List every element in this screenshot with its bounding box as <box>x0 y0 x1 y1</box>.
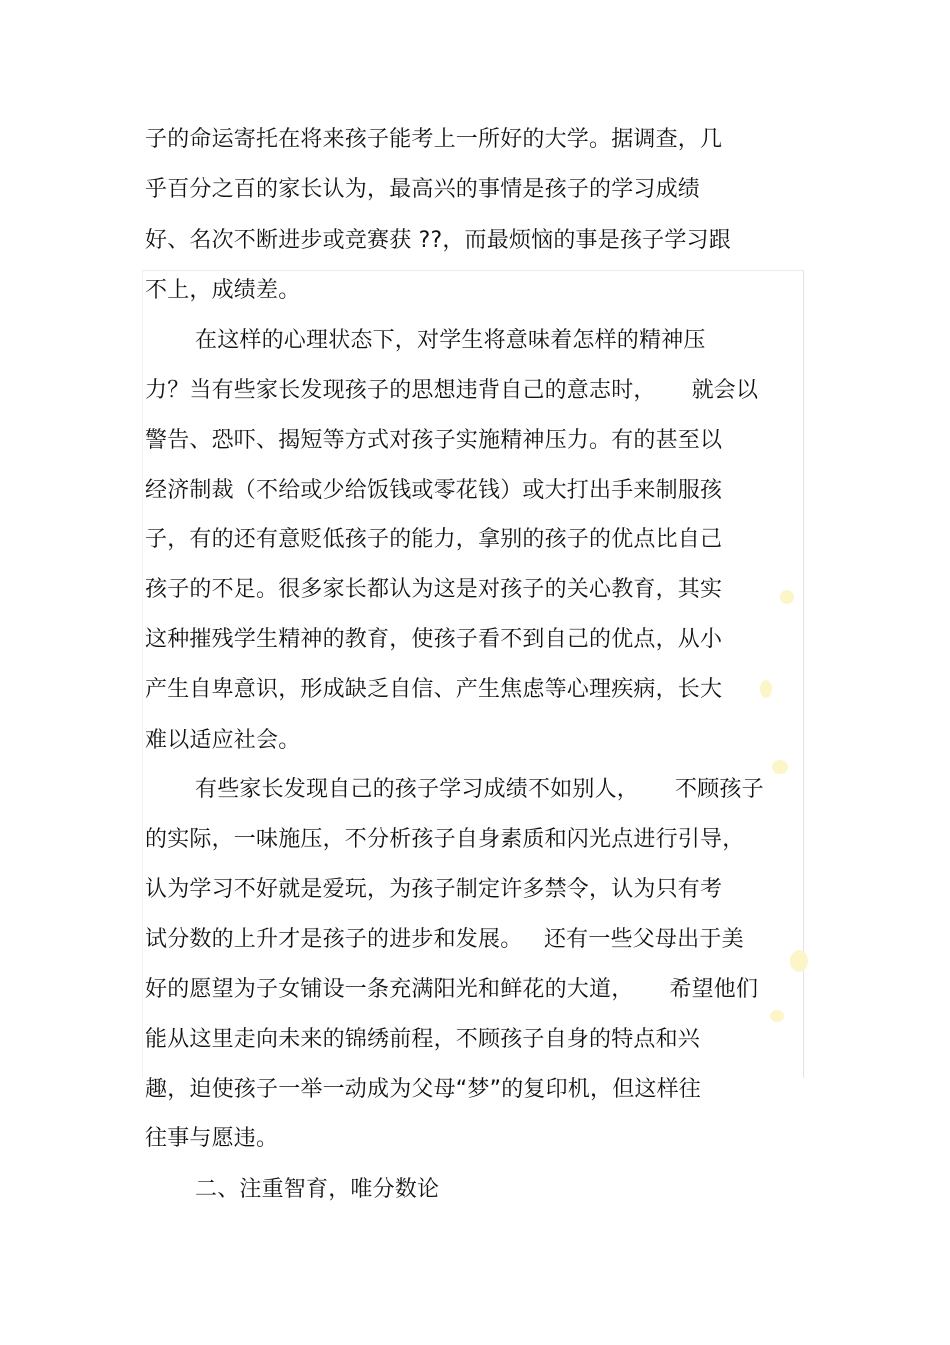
paragraph-line: 好的愿望为子女铺设一条充满阳光和鲜花的大道， 希望他们 <box>145 977 759 1002</box>
paragraph-line: 警告、恐吓、揭短等方式对孩子实施精神压力。有的甚至以 <box>145 428 723 453</box>
paragraph-line: 在这样的心理状态下，对学生将意味着怎样的精神压 <box>195 328 706 353</box>
paragraph-line: 趣，迫使孩子一举一动成为父母“梦”的复印机，但这样往 <box>145 1077 701 1102</box>
paragraph-line: 孩子的不足。很多家长都认为这是对孩子的关心教育，其实 <box>145 577 723 602</box>
scan-speck <box>780 590 794 604</box>
paragraph-line: 往事与愿违。 <box>145 1126 279 1151</box>
paragraph-line: 不上，成绩差。 <box>145 278 301 303</box>
paragraph-line: 认为学习不好就是爱玩，为孩子制定许多禁令，认为只有考 <box>145 877 723 902</box>
paragraph-line: 难以适应社会。 <box>145 728 301 753</box>
paragraph-line: 子的命运寄托在将来孩子能考上一所好的大学。据调查，几 <box>145 127 723 152</box>
scan-speck <box>770 1010 784 1022</box>
paragraph-line: 好、名次不断进步或竞赛获 ??，而最烦恼的事是孩子学习跟 <box>145 228 731 253</box>
paragraph-line: 产生自卑意识，形成缺乏自信、产生焦虑等心理疾病，长大 <box>145 677 723 702</box>
scan-speck <box>760 680 772 698</box>
paragraph-line: 子，有的还有意贬低孩子的能力，拿别的孩子的优点比自己 <box>145 527 723 552</box>
paragraph-line: 乎百分之百的家长认为，最高兴的事情是孩子的学习成绩 <box>145 177 701 202</box>
paragraph-line: 力？当有些家长发现孩子的思想违背自己的意志时， 就会以 <box>145 378 759 403</box>
paragraph-line: 经济制裁（不给或少给饭钱或零花钱）或大打出手来制服孩 <box>145 478 723 503</box>
section-heading: 二、注重智育，唯分数论 <box>195 1177 440 1202</box>
scan-speck <box>790 950 808 972</box>
scan-speck <box>772 760 788 774</box>
paragraph-line: 的实际，一味施压，不分析孩子自身素质和闪光点进行引导， <box>145 827 745 852</box>
paragraph-line: 能从这里走向未来的锦绣前程，不顾孩子自身的特点和兴 <box>145 1027 701 1052</box>
paragraph-line: 试分数的上升才是孩子的进步和发展。 还有一些父母出于美 <box>145 927 744 952</box>
paragraph-line: 有些家长发现自己的孩子学习成绩不如别人， 不顾孩子 <box>195 777 764 802</box>
paragraph-line: 这种摧残学生精神的教育，使孩子看不到自己的优点，从小 <box>145 627 723 652</box>
